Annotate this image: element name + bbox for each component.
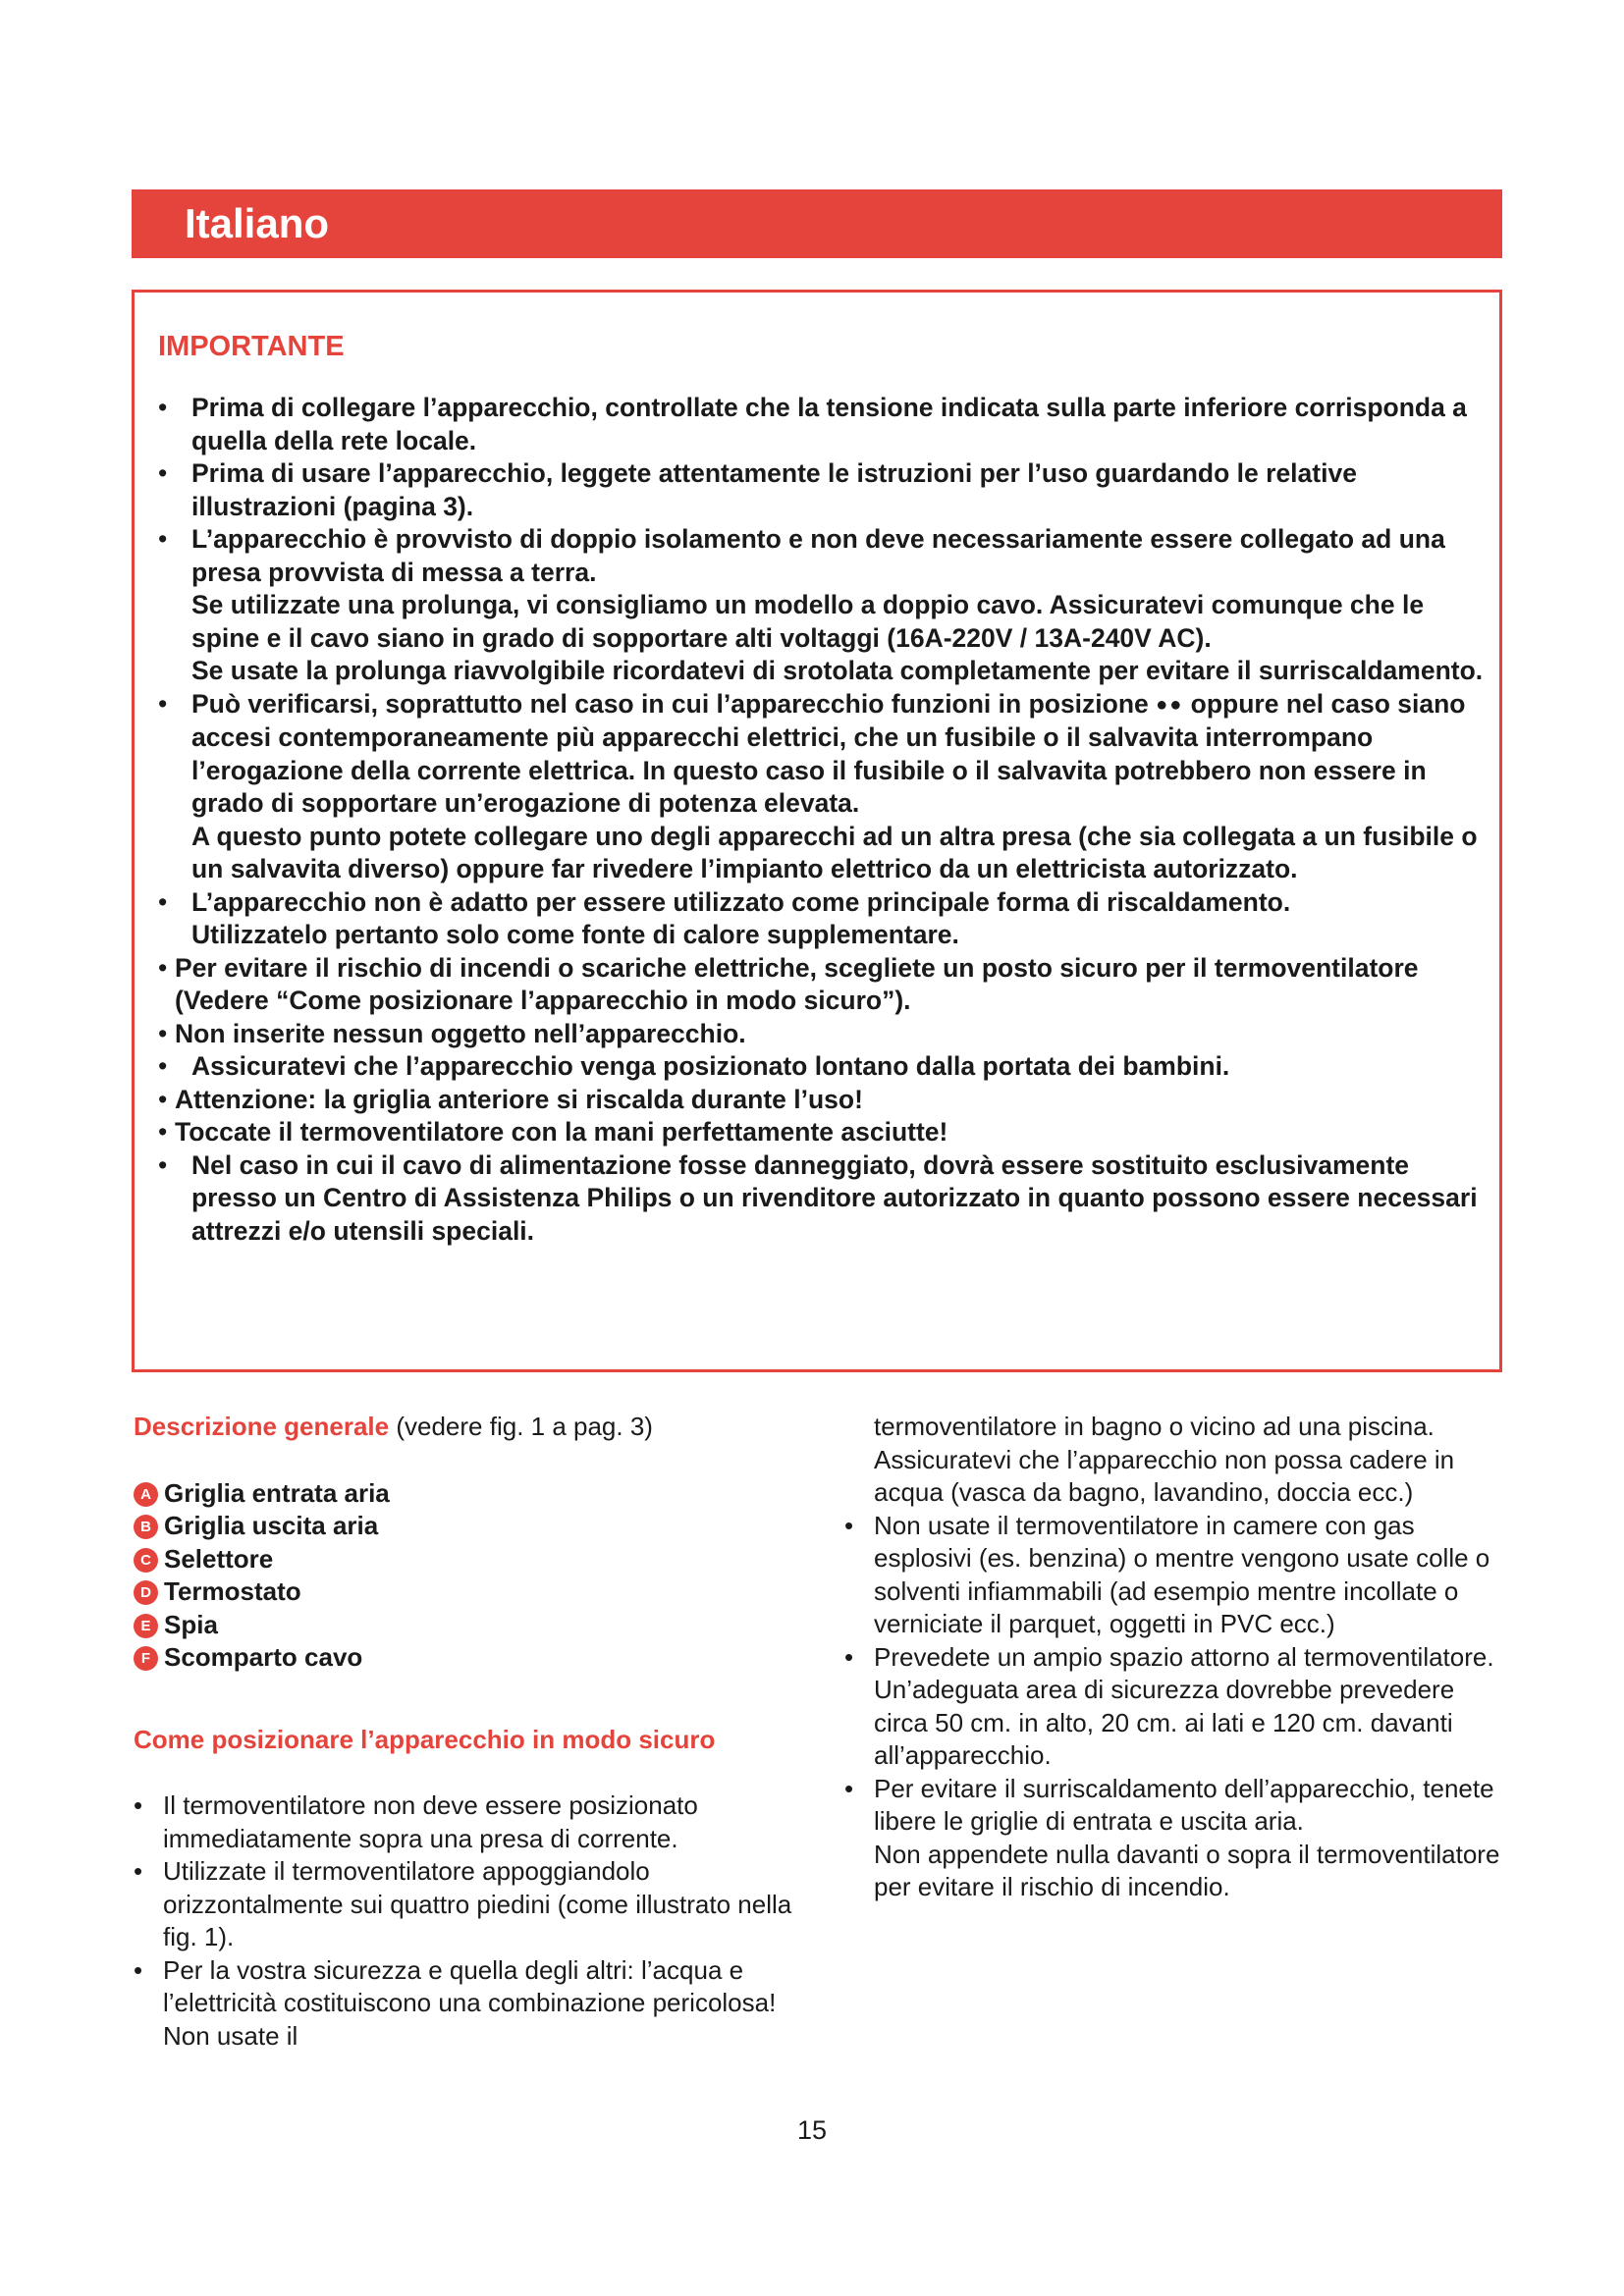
- part-item: [134, 1477, 801, 1511]
- safe-item: [134, 1789, 801, 1855]
- important-text: Per evitare il rischio di incendi o scariche elettriche, scegliete un posto sicuro per il termoventilatore (Vedere “Come posizionare l’apparecchio in modo sicuro”).: [175, 952, 1419, 1015]
- safe-list-left: [134, 1789, 801, 2053]
- bullet: •: [158, 1117, 168, 1147]
- bullet: •: [158, 952, 168, 983]
- bullet: •: [844, 1510, 854, 1540]
- safe-text: Non appendete nulla davanti o sopra il termoventilatore per evitare il rischio di incendio.: [874, 1839, 1500, 1901]
- bullet: •: [158, 393, 168, 422]
- important-text: Prima di collegare l’apparecchio, controllate che la tensione indicata sulla parte inferiore corrisponda a quella della rete locale.: [191, 393, 1467, 455]
- continuation-text: termoventilatore in bagno o vicino ad una piscina.: [874, 1412, 1435, 1441]
- bullet: •: [158, 1149, 168, 1180]
- important-text: A questo punto potete collegare uno degli apparecchi ad un altra presa (che sia collegata a un fusibile o un salvavita diverso) oppure far rivedere l’impianto elettrico da un elettricista autorizzato.: [191, 821, 1478, 883]
- part-label: Selettore: [164, 1543, 274, 1574]
- important-text: Se utilizzate una prolunga, vi consigliamo un modello a doppio cavo. Assicuratevi comunque che le spine e il cavo siano in grado di sopportare alti voltaggi (16A-220V / 13A-240V AC).: [191, 590, 1425, 653]
- part-item: [134, 1510, 801, 1543]
- right-column: [844, 1411, 1512, 1904]
- safe-text: Il termoventilatore non deve essere posizionato immediatamente sopra una presa di corrente.: [163, 1790, 698, 1853]
- bullet: •: [134, 1856, 143, 1886]
- language-title: Italiano: [185, 200, 330, 246]
- part-item: [134, 1543, 801, 1576]
- safe-text: Utilizzate il termoventilatore appoggiandolo orizzontalmente sui quattro piedini (come illustrato nella fig. 1).: [163, 1856, 792, 1951]
- important-item: [158, 886, 1493, 952]
- part-label: Griglia uscita aria: [164, 1511, 379, 1540]
- part-item: [134, 1609, 801, 1642]
- bullet: •: [158, 886, 168, 917]
- parts-list: [134, 1477, 801, 1675]
- bullet: •: [158, 458, 168, 488]
- bullet: •: [134, 1790, 143, 1820]
- important-item: [158, 688, 1493, 886]
- safe-text: Non usate il termoventilatore in camere con gas esplosivi (es. benzina) o mentre vengono usate colle o solventi infiammabili (ad esempio mentre incollate o verniciate il parquet, oggetti in PVC ecc.): [874, 1510, 1490, 1638]
- description-heading-note: (vedere fig. 1 a pag. 3): [389, 1412, 653, 1441]
- letter-marker-b: B: [134, 1515, 158, 1539]
- bullet: •: [158, 1084, 168, 1114]
- safe-text: Per evitare il surriscaldamento dell’apparecchio, tenete libere le griglie di entrata e uscita aria.: [874, 1773, 1494, 1836]
- important-text: Utilizzatelo pertanto solo come fonte di calore supplementare.: [191, 920, 959, 949]
- safe-text: Prevedete un ampio spazio attorno al termoventilatore. Un’adeguata area di sicurezza dovrebbe prevedere circa 50 cm. in alto, 20 cm. ai lati e 120 cm. davanti all’apparecchio.: [874, 1641, 1494, 1770]
- important-text: L’apparecchio non è adatto per essere utilizzato come principale forma di riscaldamento.: [191, 886, 1291, 917]
- important-text-wrap: [175, 952, 1493, 1018]
- important-item: [158, 457, 1493, 523]
- bullet: •: [844, 1641, 854, 1672]
- bullet: •: [158, 1018, 168, 1048]
- continuation-text: Assicuratevi che l’apparecchio non possa cadere in acqua (vasca da bagno, lavandino, doccia ecc.): [874, 1444, 1455, 1507]
- important-text: Non inserite nessun oggetto nell’apparecchio.: [175, 1018, 746, 1048]
- important-text: L’apparecchio è provvisto di doppio isolamento e non deve necessariamente essere collegato ad una presa provvista di messa a terra.: [191, 524, 1445, 587]
- important-item: [158, 1116, 1493, 1149]
- part-item: [134, 1575, 801, 1609]
- safe-item: [844, 1773, 1512, 1904]
- left-column: [134, 1411, 801, 2053]
- bullet: •: [158, 688, 168, 719]
- important-text-part: oppure nel caso siano accesi contemporaneamente più apparecchi elettrici, che un fusibile o il salvavita interrompano l’erogazione della corrente elettrica. In questo caso il fusibile o il salvavita potrebbero non essere in grado di sopportare un’erogazione di potenza elevata.: [191, 688, 1466, 818]
- letter-marker-d: D: [134, 1580, 158, 1605]
- bullet: •: [158, 524, 168, 554]
- important-title: IMPORTANTE: [158, 331, 345, 362]
- important-text: Nel caso in cui il cavo di alimentazione fosse danneggiato, dovrà essere sostituito esclusivamente presso un Centro di Assistenza Philips o un rivenditore autorizzato in quanto possono essere necessari attrezzi e/o utensili speciali.: [191, 1149, 1478, 1246]
- letter-marker-a: A: [134, 1482, 158, 1507]
- safe-item: [134, 1855, 801, 1954]
- safe-item: [844, 1641, 1512, 1773]
- safe-text: Per la vostra sicurezza e quella degli altri: l’acqua e l’elettricità costituiscono una combinazione pericolosa! Non usate il: [163, 1954, 777, 2051]
- bullet: •: [844, 1773, 854, 1803]
- page-number: 15: [796, 2115, 828, 2145]
- part-label: Griglia entrata aria: [164, 1477, 390, 1508]
- part-label: Spia: [164, 1609, 218, 1639]
- letter-marker-e: E: [134, 1614, 158, 1638]
- part-item: [134, 1641, 801, 1675]
- important-text: Se usate la prolunga riavvolgibile ricordatevi di srotolata completamente per evitare il surriscaldamento.: [191, 656, 1484, 685]
- description-heading: [134, 1411, 801, 1444]
- important-text: Toccate il termoventilatore con la mani perfettamente asciutte!: [175, 1117, 948, 1147]
- important-text: Attenzione: la griglia anteriore si riscalda durante l’uso!: [175, 1084, 863, 1114]
- description-heading-title: Descrizione generale: [134, 1412, 390, 1441]
- part-label: Termostato: [164, 1576, 301, 1606]
- important-box: [132, 290, 1502, 1372]
- power-setting-dots: ●●: [1156, 693, 1184, 716]
- safe-list-right: [844, 1510, 1512, 1904]
- letter-marker-c: C: [134, 1548, 158, 1573]
- important-item: [158, 523, 1493, 688]
- important-item: [158, 392, 1493, 457]
- letter-marker-f: F: [134, 1646, 158, 1671]
- safe-item: [844, 1510, 1512, 1641]
- safe-placement-heading: Come posizionare l’apparecchio in modo sicuro: [134, 1724, 716, 1754]
- important-text: Assicuratevi che l’apparecchio venga posizionato lontano dalla portata dei bambini.: [191, 1051, 1230, 1081]
- important-item: [158, 1018, 1493, 1051]
- important-item: [158, 1084, 1493, 1117]
- language-header-bar: [132, 189, 1502, 258]
- important-item: [158, 1149, 1493, 1249]
- safe-item: [134, 1954, 801, 2054]
- important-list: [158, 392, 1493, 1248]
- important-text: Prima di usare l’apparecchio, leggete attentamente le istruzioni per l’uso guardando le relative illustrazioni (pagina 3).: [191, 458, 1357, 521]
- bullet: •: [134, 1954, 143, 1985]
- important-text-part: Può verificarsi, soprattutto nel caso in cui l’apparecchio funzioni in posizione: [191, 688, 1157, 719]
- bullet: •: [158, 1051, 168, 1081]
- important-item: [158, 952, 1493, 1018]
- important-text: [191, 688, 1493, 821]
- part-label: Scomparto cavo: [164, 1642, 363, 1672]
- important-item: [158, 1050, 1493, 1084]
